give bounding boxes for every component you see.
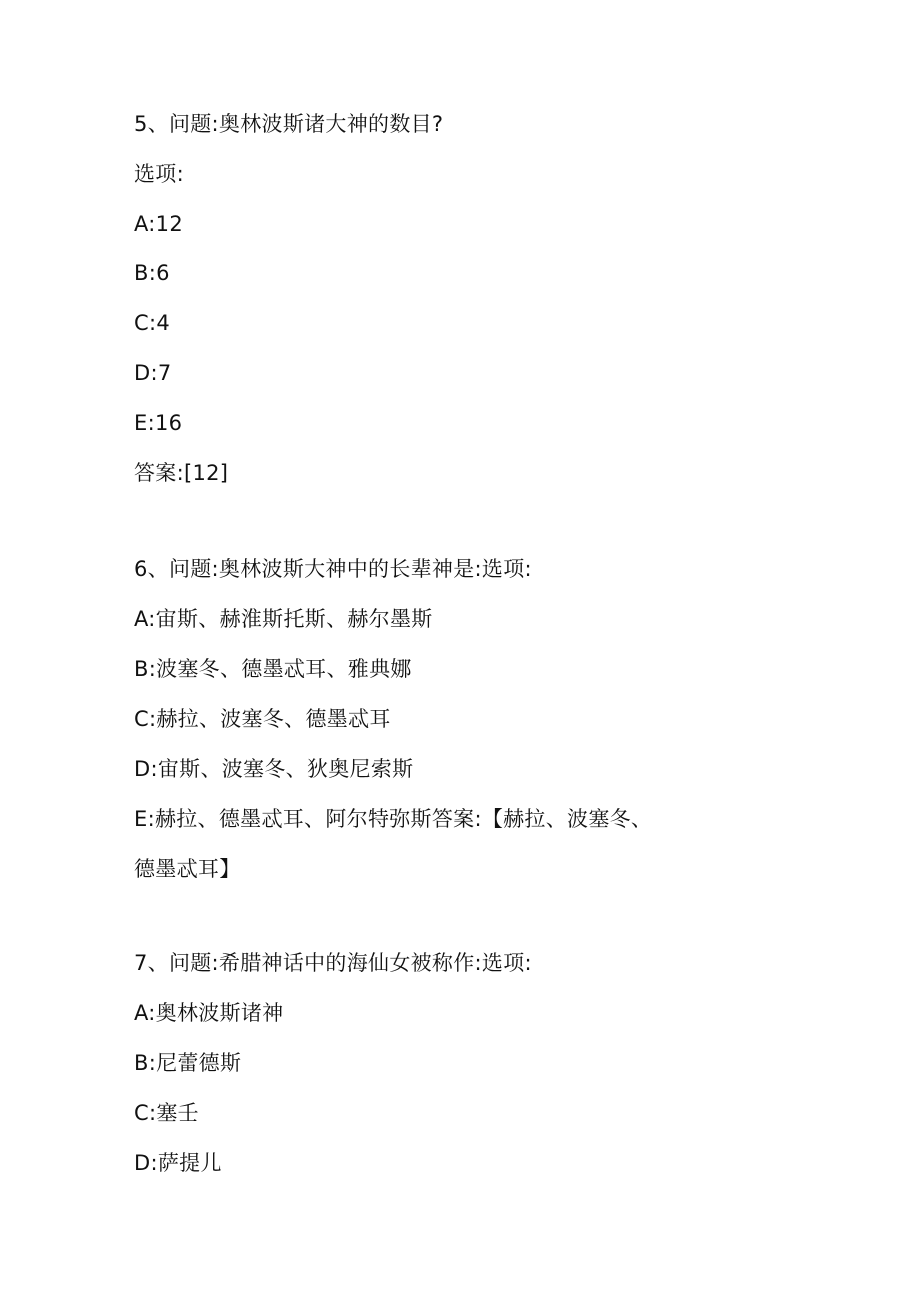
question-6-option-d: D:宙斯、波塞冬、狄奥尼索斯 [134, 757, 414, 781]
question-5-option-c: C:4 [134, 311, 170, 335]
question-6-option-e-answer: E:赫拉、德墨忒耳、阿尔特弥斯答案:【赫拉、波塞冬、 [134, 807, 653, 831]
question-5-option-d: D:7 [134, 361, 172, 385]
question-6-option-c: C:赫拉、波塞冬、德墨忒耳 [134, 707, 391, 731]
question-6-option-b: B:波塞冬、德墨忒耳、雅典娜 [134, 657, 412, 681]
question-7-text: 7、问题:希腊神话中的海仙女被称作:选项: [134, 951, 532, 975]
question-7-option-b: B:尼蕾德斯 [134, 1051, 242, 1075]
question-5-option-a: A:12 [134, 212, 183, 236]
question-5-option-b: B:6 [134, 261, 170, 285]
question-5-option-e: E:16 [134, 411, 183, 435]
question-6-option-a: A:宙斯、赫淮斯托斯、赫尔墨斯 [134, 607, 433, 631]
question-5-options-label: 选项: [134, 162, 184, 186]
question-7-option-c: C:塞壬 [134, 1101, 199, 1125]
question-7-option-a: A:奥林波斯诸神 [134, 1001, 284, 1025]
question-6-text: 6、问题:奥林波斯大神中的长辈神是:选项: [134, 557, 532, 581]
question-5-text: 5、问题:奥林波斯诸大神的数目? [134, 112, 444, 136]
question-7-option-d: D:萨提儿 [134, 1151, 222, 1175]
question-6-answer-continued: 德墨忒耳】 [134, 857, 241, 881]
question-5-answer: 答案:[12] [134, 461, 229, 485]
